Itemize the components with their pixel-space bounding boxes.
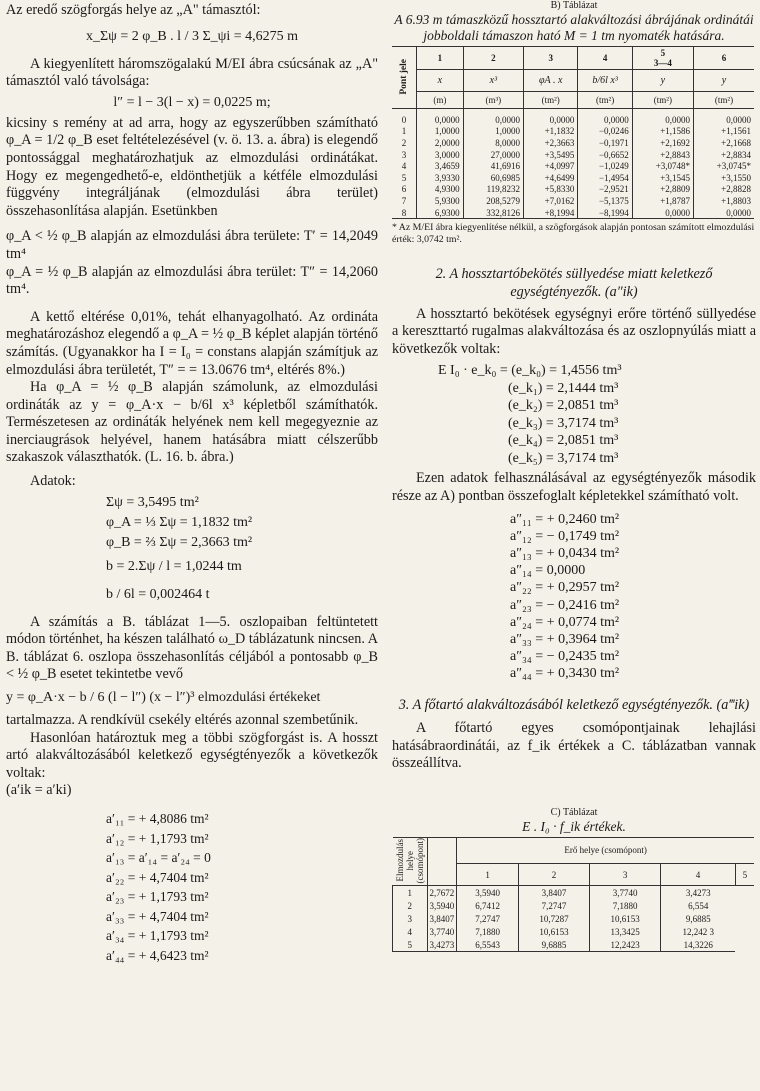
table-cell: 14,3226 [661,938,736,952]
table-cell: 0,0000 [632,109,693,126]
unit-cell: (tm²) [578,92,632,109]
table-row [393,899,755,912]
ek-line: (e_k₃) = 3,7174 tm³ [508,415,619,431]
paragraph: A kiegyenlített háromszögalakú M/EI ábra csúcsának az „A" támasztól való távolsága: [6,55,378,90]
unit-cell: (tm²) [694,92,754,109]
column-header: y [632,70,693,92]
right-column [392,0,756,952]
table-cell: 10,6153 [590,912,661,925]
point-cell: 1 [401,126,407,137]
table-cell: 2,0000 [417,137,464,149]
equation: x_Σψ = 2 φ_B . l / 3 Σ_ψi = 4,6275 m [85,28,299,44]
left-column [6,0,378,966]
table-cell: 3,5940 [427,899,457,912]
unit-cell: (tm²) [524,92,578,109]
paragraph: (a′ik = a′ki) [6,782,72,799]
table-cell: +8,1994 [524,207,578,219]
column-header: y [694,70,754,92]
table-row [393,912,755,925]
table-cell: +3,0745* [694,160,754,172]
table-cell: +2,1692 [632,137,693,149]
coefficient-line: a″₁₄ = 0,0000 [510,563,586,579]
table-cell: 27,0000 [463,149,523,161]
data-line: Σψ = 3,5495 tm² [106,494,199,510]
data-line: φ_B = ⅔ Σψ = 2,3663 tm² [106,534,253,550]
point-cell: 5 [401,172,407,183]
a2-coefficient-list [392,511,756,683]
coefficient-line: a′₃₃ = + 4,7404 tm² [106,908,209,924]
column-header: 5 [735,864,754,886]
column-number: 2 [463,47,523,70]
row-number: 3 [393,912,428,925]
table-cell: 3,8407 [427,912,457,925]
table-cell: 6,7412 [457,899,519,912]
ek-line: (e_k₄) = 2,0851 tm³ [508,433,619,449]
table-cell: 12,242 3 [661,925,736,938]
table-cell: −1,0249 [578,160,632,172]
table-cell: +3,1550 [694,172,754,184]
coefficient-line: a″₁₂ = − 0,1749 tm² [510,528,620,544]
row-number: 1 [393,886,428,900]
table-cell: 3,4273 [661,886,736,900]
table-cell: −1,4954 [578,172,632,184]
table-footnote: * Az M/EI ábra kiegyenlítése nélkül, a szögforgások alapján pontosan számított elmozdulási érték: 3,0742 tm². [392,222,755,246]
span-header: Erő helye (csomópont) [457,837,754,863]
column-header: 1 [457,864,519,886]
table-cell: 9,6885 [661,912,736,925]
coefficient-line: a″₃₃ = + 0,3964 tm² [510,631,620,647]
paragraph: Az eredő szögforgás helye az „A" támasztól: [6,2,261,18]
paragraph: A főtartó egyes csomópontjainak lehajlási hatásábraordinátái, az f_ik értékek a C. táblázatban vannak összeállítva. [392,720,756,772]
data-line: b = 2.Σψ / l = 1,0244 tm [106,558,242,574]
point-cell: 3 [401,149,407,160]
ek-line: (e_k₅) = 3,7174 tm³ [508,450,619,466]
table-header-row [392,70,754,92]
column-header: x [417,70,464,92]
table-cell: 41,6916 [463,160,523,172]
table-c [392,837,754,953]
table-cell: 0,0000 [632,207,693,219]
table-cell: 3,4659 [417,160,464,172]
table-cell: +3,5495 [524,149,578,161]
ek-line: (e_k₂) = 2,0851 tm³ [508,398,619,414]
table-cell: 12,2423 [590,938,661,952]
coefficient-line: a″₃₄ = − 0,2435 tm² [510,649,620,665]
table-row [392,126,754,138]
coefficient-line: a′₂₃ = + 1,1793 tm² [106,889,209,904]
point-cell: 4 [401,161,407,172]
ek-list [392,362,756,467]
coefficient-line: a′₁₂ = + 1,1793 tm² [106,830,209,846]
coefficient-line: a″₂₂ = + 0,2957 tm² [510,580,620,596]
table-cell: 3,9330 [417,172,464,184]
point-cell: 7 [401,195,407,206]
column-header: x³ [463,70,523,92]
table-cell: 3,0000 [417,149,464,161]
table-row [392,195,754,207]
table-cell: +2,8843 [632,149,693,161]
table-cell: 7,1880 [590,899,661,912]
table-cell: 1,0000 [417,126,464,138]
table-cell: −0,0246 [578,126,632,138]
coefficient-line: a″₁₁ = + 0,2460 tm² [510,511,620,527]
table-cell: 7,2747 [518,899,589,912]
paragraph: Ezen adatok felhasználásával az egységtényezők második része az A) pontban összefoglalt képletekkel számítható volt. [392,470,756,504]
table-cell: 0,0000 [578,109,632,126]
table-cell: −0,1971 [578,137,632,149]
table-cell: 10,6153 [518,925,589,938]
table-cell: 3,4273 [427,938,457,952]
table-header-row [393,837,755,863]
table-units-row [392,92,754,109]
table-row [392,160,754,172]
column-number: 4 [578,47,632,70]
column-number: 3 [524,47,578,70]
table-row [392,149,754,161]
table-cell: 7,2747 [457,912,519,925]
column-header: b/6l x³ [578,70,632,92]
table-cell: 0,0000 [524,109,578,126]
table-cell: +2,8834 [694,149,754,161]
table-cell: +2,8828 [694,184,754,196]
table-cell: 332,8126 [463,207,523,219]
table-cell: 119,8232 [463,184,523,196]
table-cell: +1,1586 [632,126,693,138]
table-cell: 0,0000 [694,109,754,126]
table-cell: 208,5279 [463,195,523,207]
table-cell: 3,7740 [427,925,457,938]
column-number: 1 [417,47,464,70]
table-cell: +1,8803 [694,195,754,207]
table-cell: 10,7287 [518,912,589,925]
table-cell: +3,1545 [632,172,693,184]
paragraph: Adatok: [30,473,76,490]
row-number: 4 [393,925,428,938]
table-cell: −2,9521 [578,184,632,196]
table-title: A 6.93 m támaszközű hossztartó alakváltozási ábrájának ordinátái jobboldali támaszon ható M = 1 tm nyomaték hatására. [394,12,754,43]
table-row [393,925,755,938]
paragraph: A kettő eltérése 0,01%, tehát elhanyagolható. Az ordináta meghatározáshoz elegendő a φ_A = ½ φ_B képlet alapján történő számítás. (Ugyanakkor ha I = I₀ = constans alapján számítjuk az elmozdulási ábra területét, T″ = = 13.0676 tm⁴, eltérés 8%.) [6,308,378,378]
paragraph: tartalmazza. A rendkívül csekély eltérés azonnal szembetűnik. [6,712,359,729]
paragraph: φ_A < ½ φ_B alapján az elmozdulási ábra területe: T′ = 14,2049 tm⁴ [6,228,378,262]
table-cell: 60,6985 [463,172,523,184]
paragraph: φ_A = ½ φ_B alapján az elmozdulási ábra terület: T″ = 14,2060 tm⁴. [6,263,378,298]
coefficient-line: a′₄₄ = + 4,6423 tm² [106,947,209,963]
table-cell: +7,0162 [524,195,578,207]
coefficient-line: a″₂₄ = + 0,0774 tm² [510,614,620,630]
unit-cell: (m³) [463,92,523,109]
table-cell: +3,0748* [632,160,693,172]
table-title: E . I₀ · f_ik értékek. [522,818,626,834]
table-cell: +2,8809 [632,184,693,196]
table-cell: +4,0997 [524,160,578,172]
point-label-cell: Pont jele [392,47,417,109]
table-header-row [392,47,754,70]
section-title: 3. A főtartó alakváltozásából keletkező egységtényezők. (a‴ik) [398,696,750,713]
point-cell: 0 [401,114,407,125]
coefficient-line: a′₂₂ = + 4,7404 tm² [106,869,209,885]
column-header: 4 [661,864,736,886]
table-row [392,172,754,184]
coefficient-list [6,810,378,964]
table-cell: 7,1880 [457,925,519,938]
table-cell: 3,7740 [590,886,661,900]
table-cell: 6,5543 [457,938,519,952]
table-cell: 9,6885 [518,938,589,952]
coefficient-line: a″₄₄ = + 0,3430 tm² [510,666,620,682]
table-cell: 2,7672 [427,886,457,900]
table-cell: +1,1832 [524,126,578,138]
data-line: φ_A = ⅓ Σψ = 1,1832 tm² [106,514,253,530]
table-cell: 0,0000 [694,207,754,219]
table-cell: 5,9300 [417,195,464,207]
table-cell: +1,1561 [694,126,754,138]
coefficient-line: a′₁₃ = a′₁₄ = a′₂₄ = 0 [106,850,211,865]
ek-line: (e_k₁) = 2,1444 tm³ [508,380,619,396]
table-cell: 6,554 [661,899,736,912]
coefficient-line: a′₁₁ = + 4,8086 tm² [106,811,209,826]
row-number: 2 [393,899,428,912]
table-cell: 6,9300 [417,207,464,219]
column-header: φA . x [524,70,578,92]
column-header: 2 [518,864,589,886]
unit-cell: (tm²) [632,92,693,109]
table-row [392,184,754,196]
row-number: 5 [393,938,428,952]
section-title: 2. A hossztartóbekötés süllyedése miatt keletkező egységtényezők. (a″ik) [435,266,713,300]
paragraph: A hossztartó bekötések egységnyi erőre történő süllyedése a kereszttartó rugalmas alakváltozása és az oszlopnyúlás miatt a következők voltak: [392,305,756,357]
coefficient-line: a″₁₃ = + 0,0434 tm² [510,545,620,561]
paragraph: Ha φ_A = ½ φ_B alapján számolunk, az elmozdulási ordináták az y = φ_A·x − b/6l x³ képletből számíthatók. Természetesen az ordináták helyének nem kell megegyeznie az inerciaugrások helyével, hanem hatásábra miatt célszerűbb szakaszok választhatók. (L. 16. b. ábra.) [6,379,378,466]
paragraph: Hasonlóan határoztuk meg a többi szögforgást is. A hosszt artó alakváltozásából keletkező egységtényezők a következők voltak: [6,729,378,781]
table-cell: 0,0000 [463,109,523,126]
table-cell: 0,0000 [417,109,464,126]
column-header: 3 [590,864,661,886]
table-row [393,886,755,900]
unit-cell: (m) [417,92,464,109]
table-cell: 1,0000 [463,126,523,138]
table-cell: 3,8407 [518,886,589,900]
table-cell: 13,3425 [590,925,661,938]
table-b [392,46,754,219]
table-row [393,938,755,952]
table-cell: 8,0000 [463,137,523,149]
column-number: 5 3—4 [632,47,693,70]
table-cell: +5,8330 [524,184,578,196]
point-cell: 2 [401,137,407,148]
table-cell: −0,6652 [578,149,632,161]
table-cell: +2,1668 [694,137,754,149]
data-line: b / 6l = 0,002464 t [106,586,210,602]
coefficient-line: a′₃₄ = + 1,1793 tm² [106,928,209,943]
table-cell: +1,8787 [632,195,693,207]
equation: l″ = l − 3(l − x) = 0,0225 m; [113,94,271,110]
column-number: 6 [694,47,754,70]
table-row [392,137,754,149]
table-cell: +2,3663 [524,137,578,149]
table-cell: −5,1375 [578,195,632,207]
paragraph: kicsiny s remény at ad arra, hogy az egyszerűbben számítható φ_A = 1/2 φ_B eset feltételezésével (v. ö. 13. a. ábra) is elegendő pontossággal meghatározhatjuk az elmozdulási ordinátákat. Hogy ez megengedhető-e, eldönthetjük a kétféle elmozdulási függvény integráljának (elmozdulási ábra terület) összehasonlítása alapján. Esetünkben [6,114,378,219]
table-row [392,109,754,126]
table-caption: B) Táblázat [550,0,598,11]
table-cell: +4,6499 [524,172,578,184]
table-cell: −8,1994 [578,207,632,219]
paragraph: A számítás a B. táblázat 1—5. oszlopaiban feltüntetett módon történhet, ha készen található ω_D táblázatunk nincsen. A B. táblázat 6. oszlopa összehasonlítás céljából a pontosabb φ_B < ½ φ_B esetet tekintetbe vevő [6,613,378,683]
point-cell: 8 [392,207,417,219]
table-cell: 3,5940 [457,886,519,900]
table-row [392,207,754,219]
point-cell: 6 [401,184,407,195]
coefficient-line: a″₂₃ = − 0,2416 tm² [510,597,620,613]
equation: y = φ_A·x − b / 6 (l − l″) (x − l″)³ elmozdulási értékeket [6,690,321,706]
row-label-cell: Elmozdulás helye (csomópont) [393,837,428,886]
ek-line: E I₀ · e_k₀ = (e_k₀) = 1,4556 tm³ [438,363,622,379]
table-cell: 4,9300 [417,184,464,196]
table-caption: C) Táblázat [550,806,598,818]
